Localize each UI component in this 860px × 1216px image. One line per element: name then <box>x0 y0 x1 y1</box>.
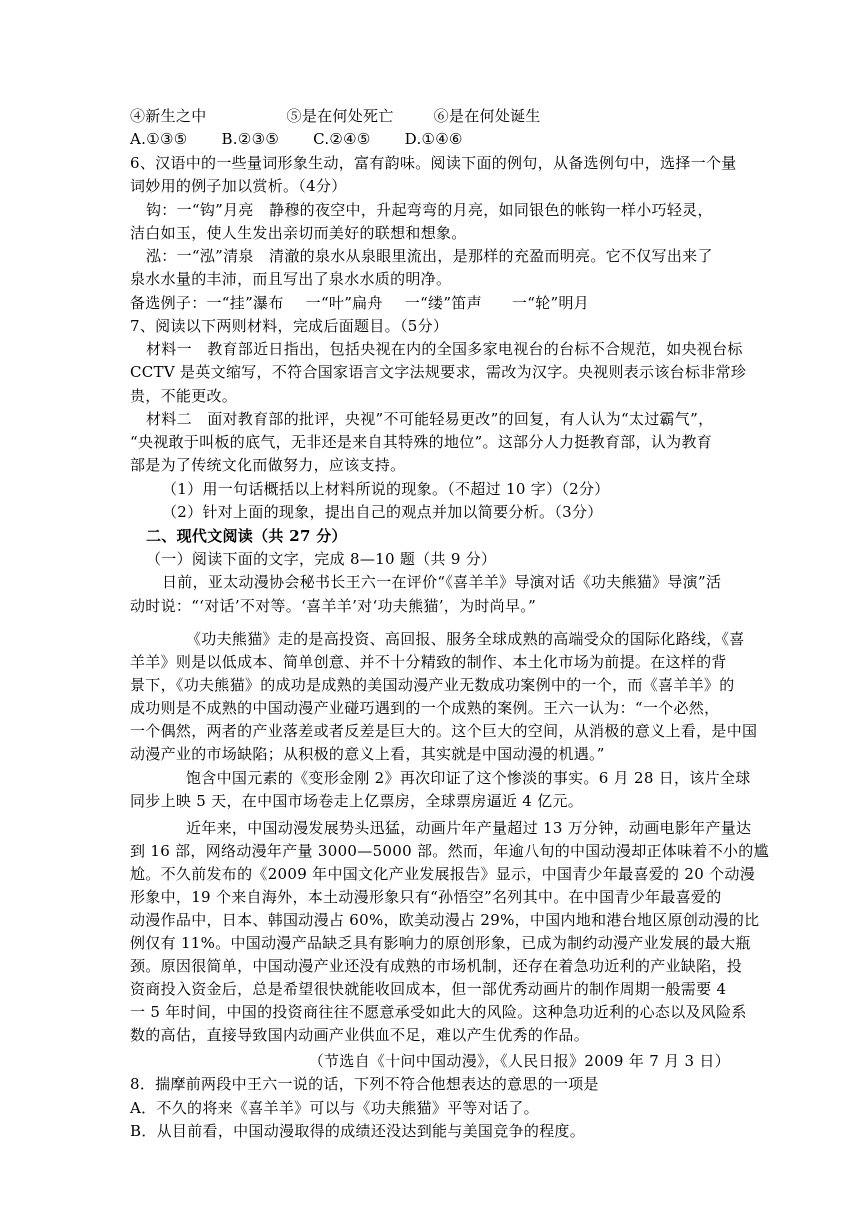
reading-instructions: （一）阅读下面的文字，完成 8—10 题（共 9 分） <box>146 550 497 568</box>
passage-paragraph-3: 同步上映 5 天，在中国市场卷走上亿票房，全球票房逼近 4 亿元。 <box>130 792 584 810</box>
passage-paragraph-2: 动漫产业的市场缺陷；从积极的意义上看，其实就是中国动漫的机遇。” <box>130 745 605 763</box>
passage-paragraph-4: 一 5 年时间，中国的投资商往往不愿意承受如此大的风险。这种急功近利的心态以及风险系 <box>130 1003 747 1021</box>
passage-paragraph-2: 《功夫熊猫》走的是高投资、高回报、服务全球成熟的高端受众的国际化路线，《喜 <box>186 630 745 648</box>
passage-paragraph-3: 饱含中国元素的《变形金刚 2》再次印证了这个惨淡的事实。6 月 28 日，该片全球 <box>186 769 751 787</box>
question-6-text: 6、汉语中的一些量词形象生动，富有韵味。阅读下面的例句，从备选例句中，选择一个量 <box>130 154 737 172</box>
passage-paragraph-4: 近年来，中国动漫发展势头迅猛，动画片年产量超过 13 万分钟，动画电影年产量达 <box>186 819 752 837</box>
answer-choices <box>130 128 463 150</box>
example-item: 一“轮”明月 <box>511 294 590 312</box>
material-one: CCTV 是英文缩写，不符合国家语言文字法规要求，需改为汉字。央视则表示该台标非常珍 <box>130 363 747 381</box>
subquestion-2: （2）针对上面的现象，提出自己的观点并加以简要分析。（3分） <box>162 503 603 521</box>
passage-paragraph-4: 例仅有 11%。中国动漫产品缺乏具有影响力的原创形象，已成为制约动漫产业发展的最大瓶 <box>130 934 751 952</box>
passage-paragraph-2: 成功则是不成熟的中国动漫产业碰巧遇到的一个成熟的案例。王六一认为：“一个必然， <box>130 699 720 717</box>
source-citation: （节选自《十问中国动漫》，《人民日报》2009 年 7 月 3 日） <box>308 1052 730 1070</box>
question-8-option-b: B．从目前看，中国动漫取得的成绩还没达到能与美国竞争的程度。 <box>130 1122 586 1140</box>
option-text: ⑥是在何处诞生 <box>433 107 541 125</box>
option-text: ④新生之中 <box>130 107 207 125</box>
option-text: ⑤是在何处死亡 <box>286 107 394 125</box>
subquestion-1: （1）用一句话概括以上材料所说的现象。（不超过 10 字）（2分） <box>162 480 610 498</box>
example-gou: 钩：一“钩”月亮 静穆的夜空中，升起弯弯的月亮，如同银色的帐钩一样小巧轻灵， <box>146 201 713 219</box>
material-two: 材料二 面对教育部的批评，央视”不可能轻易更改”的回复，有人认为“太过霸气”， <box>146 410 714 428</box>
example-gou: 洁白如玉，使人生发出亲切而美好的联想和想象。 <box>130 224 467 242</box>
passage-paragraph-2: 景下，《功夫熊猫》的成功是成熟的美国动漫产业无数成功案例中的一个，而《喜羊羊》的 <box>130 676 735 694</box>
question-7-title: 7、阅读以下两则材料，完成后面题目。（5分） <box>130 317 449 335</box>
material-one: 材料一 教育部近日指出，包括央视在内的全国多家电视台的台标不合规范，如央视台标 <box>146 340 743 358</box>
passage-paragraph-4: 动漫作品中，日本、韩国动漫占 60%，欧美动漫占 29%，中国内地和港台地区原创动漫的比 <box>130 911 760 929</box>
example-item: 一“叶”扁舟 <box>305 294 383 312</box>
example-item: 一“缕”笛声 <box>404 294 482 312</box>
options-line-1 <box>130 105 541 127</box>
passage-paragraph-2: 羊羊》则是以低成本、简单创意、并不十分精致的制作、本土化市场为前提。在这样的背 <box>130 653 727 671</box>
section-2-heading: 二、现代文阅读（共 27 分） <box>146 527 347 545</box>
example-hong: 泓：一“泓”清泉 清澈的泉水从泉眼里流出，是那样的充盈而明亮。它不仅写出来了 <box>146 247 713 265</box>
alternative-examples <box>130 292 589 314</box>
passage-paragraph-4: 资商投入资金后，总是希望很快就能收回成本，但一部优秀动画片的制作周期一般需要 4 <box>130 980 727 998</box>
material-two: 部是为了传统文化而做努力，应该支持。 <box>130 456 406 474</box>
passage-paragraph-4: 形象中，19 个来自海外，本土动漫形象只有“孙悟空”名列其中。在中国青少年最喜爱的 <box>130 888 722 906</box>
material-one: 贵，不能更改。 <box>130 387 238 405</box>
choice-b: B.②③⑤ <box>221 130 280 148</box>
choice-d: D.①④⑥ <box>404 130 463 148</box>
example-item: 备选例子：一“挂”瀑布 <box>130 294 284 312</box>
passage-paragraph-2: 一个偶然，两者的产业落差或者反差是巨大的。这个巨大的空间，从消极的意义上看，是中国 <box>130 722 758 740</box>
passage-paragraph-4: 尬。不久前发布的《2009 年中国文化产业发展报告》显示，中国青少年最喜爱的 20 个动漫 <box>130 865 756 883</box>
question-6-text: 词妙用的例子加以赏析。（4分） <box>130 177 347 195</box>
question-8-option-a: A．不久的将来《喜羊羊》可以与《功夫熊猫》平等对话了。 <box>130 1099 539 1117</box>
passage-paragraph-4: 数的高估，直接导致国内动画产业供血不足，难以产生优秀的作品。 <box>130 1026 590 1044</box>
choice-a: A.①③⑤ <box>130 130 188 148</box>
material-two: “央视敢于叫板的底气，无非还是来自其特殊的地位”。这部分人力挺教育部，认为教育 <box>130 433 713 451</box>
choice-c: C.②④⑤ <box>313 130 371 148</box>
example-hong: 泉水水量的丰沛，而且写出了泉水水质的明净。 <box>130 270 452 288</box>
passage-paragraph-1: 日前，亚太动漫协会秘书长王六一在评价“《喜羊羊》导演对话《功夫熊猫》导演”活 <box>162 573 722 591</box>
passage-paragraph-4: 到 16 部，网络动漫年产量 3000—5000 部。然而，年逾八旬的中国动漫却正体味着不小的尴 <box>130 842 769 860</box>
passage-paragraph-1: 动时说：“‘对话’不对等。‘喜羊羊’对‘功夫熊猫’，为时尚早。” <box>130 597 537 615</box>
question-8-text: 8．揣摩前两段中王六一说的话，下列不符合他想表达的意思的一项是 <box>130 1075 599 1093</box>
passage-paragraph-4: 颈。原因很简单，中国动漫产业还没有成熟的市场机制，还存在着急功近利的产业缺陷，投 <box>130 957 743 975</box>
